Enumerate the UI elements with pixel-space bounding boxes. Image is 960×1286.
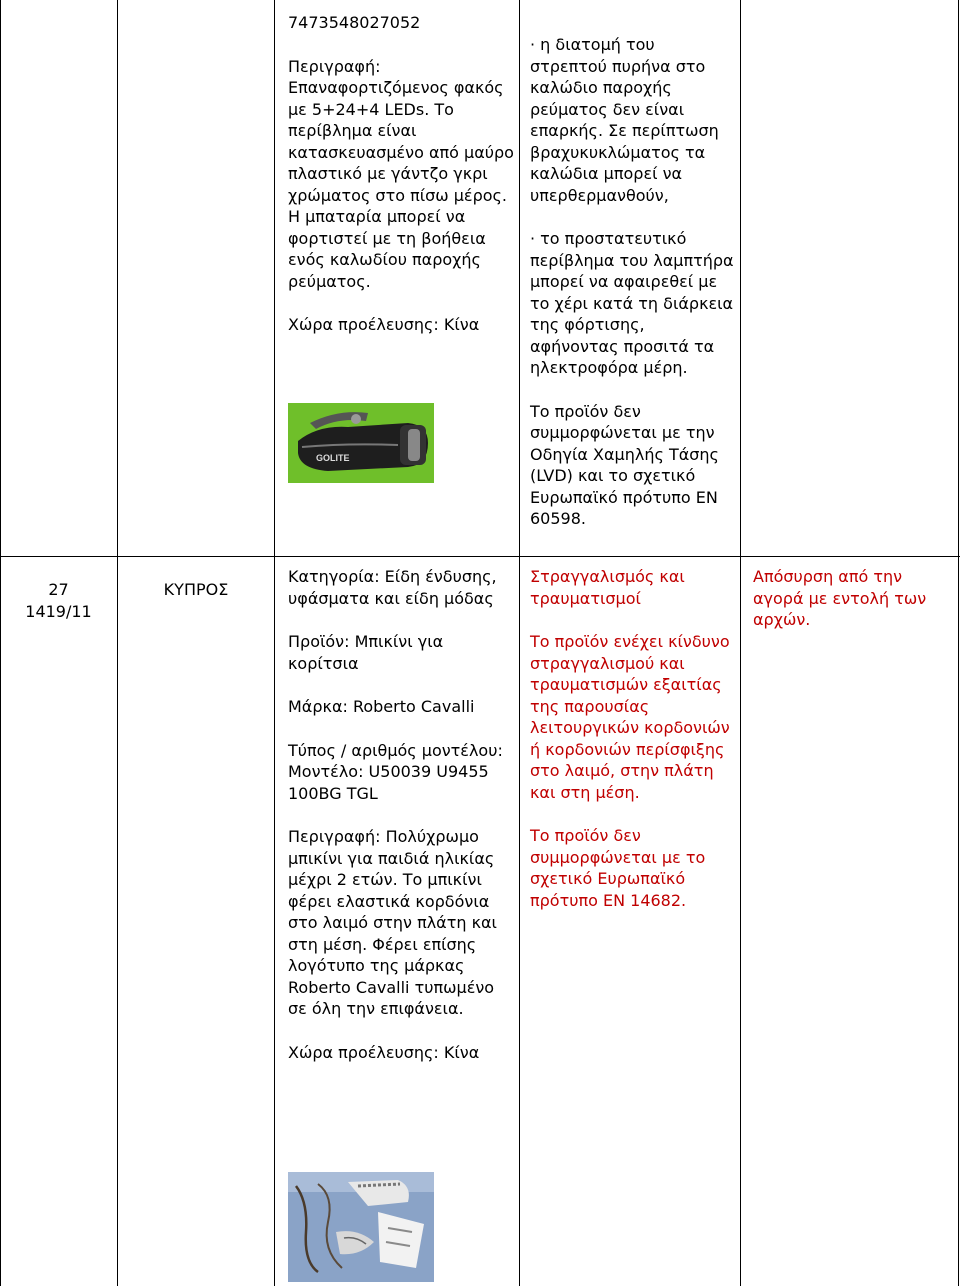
table-border-col3 <box>519 0 520 1286</box>
table-border-col4 <box>740 0 741 1286</box>
row-number: 27 <box>48 580 69 599</box>
hazard-compliance: Το προϊόν δεν συμμορφώνεται με το σχετικό Ευρωπαϊκό πρότυπο EN 14682. <box>530 826 706 910</box>
country-cell <box>118 579 274 601</box>
product-model: Τύπος / αριθμός μοντέλου: Μοντέλο: U50039 U9455 100BG TGL <box>288 740 503 803</box>
table-border-col2 <box>274 0 275 1286</box>
row-reference: 1419/11 <box>25 601 92 621</box>
flashlight-brand-logo: GOLITE <box>316 453 350 463</box>
product-name: Προϊόν: Μπικίνι για κορίτσια <box>288 632 444 673</box>
hazard-detail: Το προϊόν ενέχει κίνδυνο στραγγαλισμού και τραυματισμών εξαιτίας της παρουσίας λειτουργικών κορδονιών ή κορδονιών περίσφιξης στο λαιμό, στην πλάτη και στη μέση. <box>530 632 730 802</box>
hazard-title: Στραγγαλισμός και τραυματισμοί <box>530 567 685 608</box>
product-cell <box>288 566 516 1063</box>
hazard-bullet-1: · η διατομή του στρεπτού πυρήνα στο καλώδιο παροχής ρεύματος δεν είναι επαρκής. Σε περίπτωση βραχυκυκλώματος τα καλώδια μπορεί να υπερθερμανθούν, <box>530 35 719 205</box>
bikini-photo <box>288 1172 434 1282</box>
hazard-cell <box>530 566 735 911</box>
product-origin: Χώρα προέλευσης: Κίνα <box>288 315 480 334</box>
table-border-right <box>958 0 959 1286</box>
table-row-divider <box>0 556 960 557</box>
product-description: Περιγραφή: Πολύχρωμο μπικίνι για παιδιά ηλικίας μέχρι 2 ετών. Το μπικίνι φέρει ελαστικά κορδόνια στο λαιμό στην πλάτη και στη μέση. Φέρει επίσης λογότυπο της μάρκας Roberto Cavalli τυπωμένο σε όλη την επιφάνεια. <box>288 827 497 1018</box>
product-brand: Μάρκα: Roberto Cavalli <box>288 697 475 716</box>
country-name: ΚΥΠΡΟΣ <box>163 580 229 599</box>
row-number-cell <box>0 579 117 622</box>
measures-taken: Απόσυρση από την αγορά με εντολή των αρχών. <box>753 567 927 629</box>
hazard-cell <box>530 34 735 530</box>
hazard-compliance: Το προϊόν δεν συμμορφώνεται με την Οδηγία Χαμηλής Τάσης (LVD) και το σχετικό Ευρωπαϊκό πρότυπο EN 60598. <box>530 401 719 528</box>
table-border-left <box>0 0 1 1286</box>
bikini-icon <box>288 1172 434 1282</box>
measures-cell <box>753 566 953 631</box>
product-code: 7473548027052 <box>288 13 421 32</box>
product-description: Περιγραφή: Επαναφορτιζόμενος φακός με 5+24+4 LEDs. Το περίβλημα είναι κατασκευασμένο από μαύρο πλαστικό με γάντζο γκρι χρώματος στο πίσω μέρος. Η μπαταρία μπορεί να φορτιστεί με τη βοήθεια ενός καλωδίου παροχής ρεύματος. <box>288 56 514 291</box>
table-border-col1 <box>117 0 118 1286</box>
flashlight-icon <box>288 403 434 483</box>
product-origin: Χώρα προέλευσης: Κίνα <box>288 1042 480 1062</box>
hazard-bullet-2: · το προστατευτικό περίβλημα του λαμπτήρα μπορεί να αφαιρεθεί με το χέρι κατά τη διάρκεια της φόρτισης, αφήνοντας προσιτά τα ηλεκτροφόρα μέρη. <box>530 229 734 377</box>
product-cell <box>288 12 514 336</box>
product-category: Κατηγορία: Είδη ένδυσης, υφάσματα και είδη μόδας <box>288 567 497 608</box>
flashlight-photo <box>288 403 434 483</box>
